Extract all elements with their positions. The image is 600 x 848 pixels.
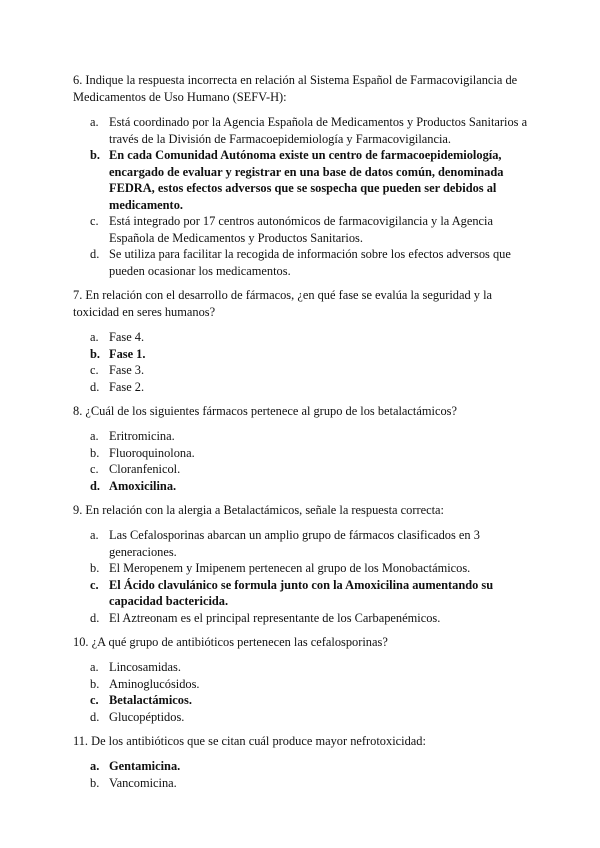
option-item <box>73 577 528 610</box>
option-letter: c. <box>90 693 99 707</box>
option-text: Aminoglucósidos. <box>109 676 200 691</box>
option-text: Fase 2. <box>109 379 145 394</box>
option-letter: d. <box>90 247 100 261</box>
option-item <box>73 758 528 775</box>
option-item <box>73 775 528 792</box>
option-letter: a. <box>90 115 99 129</box>
option-letter: c. <box>90 214 99 228</box>
option-text: Gentamicina. <box>109 759 181 773</box>
options-list <box>73 527 528 626</box>
options-list <box>73 659 528 725</box>
question-text: 6. Indique la respuesta incorrecta en relación al Sistema Español de Farmacovigilancia de Medicamentos de Uso Humano (SEFV-H): <box>73 73 518 104</box>
option-letter: a. <box>90 330 99 344</box>
option-text: Betalactámicos. <box>109 693 192 707</box>
option-letter: b. <box>90 775 100 790</box>
question-block <box>73 403 528 494</box>
options-list <box>73 329 528 395</box>
question-text: 7. En relación con el desarrollo de fármacos, ¿en qué fase se evalúa la seguridad y la toxicidad en seres humanos? <box>73 288 493 319</box>
option-item <box>73 246 528 279</box>
option-text: El Aztreonam es el principal representante de los Carbapenémicos. <box>109 610 441 625</box>
option-letter: a. <box>90 660 99 674</box>
option-text: Fase 1. <box>109 346 146 361</box>
option-item <box>73 428 528 445</box>
option-letter: d. <box>90 709 100 724</box>
option-item <box>73 692 528 709</box>
option-text: Lincosamidas. <box>109 660 181 674</box>
option-letter: a. <box>90 429 99 443</box>
option-text: Eritromicina. <box>109 429 175 443</box>
option-item <box>73 346 528 363</box>
options-list <box>73 114 528 279</box>
option-item <box>73 147 528 213</box>
option-item <box>73 560 528 577</box>
question-block <box>73 287 528 395</box>
option-text: Se utiliza para facilitar la recogida de información sobre los efectos adversos que pueden ocasionar los medicamentos. <box>109 247 511 278</box>
option-item <box>73 610 528 627</box>
question-text: 8. ¿Cuál de los siguientes fármacos pertenece al grupo de los betalactámicos? <box>73 404 457 418</box>
option-letter: b. <box>90 148 100 162</box>
option-item <box>73 114 528 147</box>
option-text: Fluoroquinolona. <box>109 445 195 460</box>
question-block <box>73 733 528 791</box>
option-item <box>73 213 528 246</box>
option-letter: b. <box>90 445 100 460</box>
option-text: Está integrado por 17 centros autonómicos de farmacovigilancia y la Agencia Española de Medicamentos y Productos Sanitarios. <box>109 214 493 245</box>
option-text: Fase 3. <box>109 363 145 377</box>
option-text: Está coordinado por la Agencia Española de Medicamentos y Productos Sanitarios a través de la División de Farmacoepidemiología y Farmacovigilancia. <box>109 115 528 146</box>
question-text: 10. ¿A qué grupo de antibióticos pertenecen las cefalosporinas? <box>73 635 388 649</box>
option-text: Vancomicina. <box>109 775 177 790</box>
option-item <box>73 379 528 396</box>
option-text: Fase 4. <box>109 330 145 344</box>
option-text: En cada Comunidad Autónoma existe un centro de farmacoepidemiología, encargado de evaluar y registrar en una base de datos común, denominada FEDRA, estos efectos adversos que se sospecha que pueden ser debidos al medicamento. <box>109 148 504 212</box>
option-letter: a. <box>90 759 100 773</box>
option-item <box>73 362 528 379</box>
option-item <box>73 709 528 726</box>
option-text: Amoxicilina. <box>109 478 177 493</box>
option-text: Las Cefalosporinas abarcan un amplio grupo de fármacos clasificados en 3 generaciones. <box>109 528 480 559</box>
option-letter: b. <box>90 561 100 575</box>
document-page <box>73 72 528 791</box>
option-letter: b. <box>90 346 100 361</box>
options-list <box>73 428 528 494</box>
option-item <box>73 659 528 676</box>
option-letter: c. <box>90 363 99 377</box>
option-text: Glucopéptidos. <box>109 709 185 724</box>
options-list <box>73 758 528 791</box>
question-block <box>73 634 528 725</box>
question-text: 9. En relación con la alergia a Betalactámicos, señale la respuesta correcta: <box>73 503 444 517</box>
question-text: 11. De los antibióticos que se citan cuál produce mayor nefrotoxicidad: <box>73 734 426 748</box>
option-item <box>73 478 528 495</box>
option-letter: c. <box>90 577 99 592</box>
option-item <box>73 527 528 560</box>
option-letter: c. <box>90 462 99 476</box>
option-item <box>73 461 528 478</box>
option-item <box>73 445 528 462</box>
option-letter: b. <box>90 676 100 691</box>
question-block <box>73 502 528 626</box>
option-letter: d. <box>90 610 100 625</box>
option-letter: d. <box>90 478 100 493</box>
option-text: El Meropenem y Imipenem pertenecen al grupo de los Monobactámicos. <box>109 561 471 575</box>
question-block <box>73 72 528 279</box>
option-item <box>73 676 528 693</box>
option-letter: a. <box>90 528 99 542</box>
option-item <box>73 329 528 346</box>
option-letter: d. <box>90 379 100 394</box>
option-text: Cloranfenicol. <box>109 462 181 476</box>
option-text: El Ácido clavulánico se formula junto con la Amoxicilina aumentando su capacidad bactericida. <box>109 577 494 608</box>
